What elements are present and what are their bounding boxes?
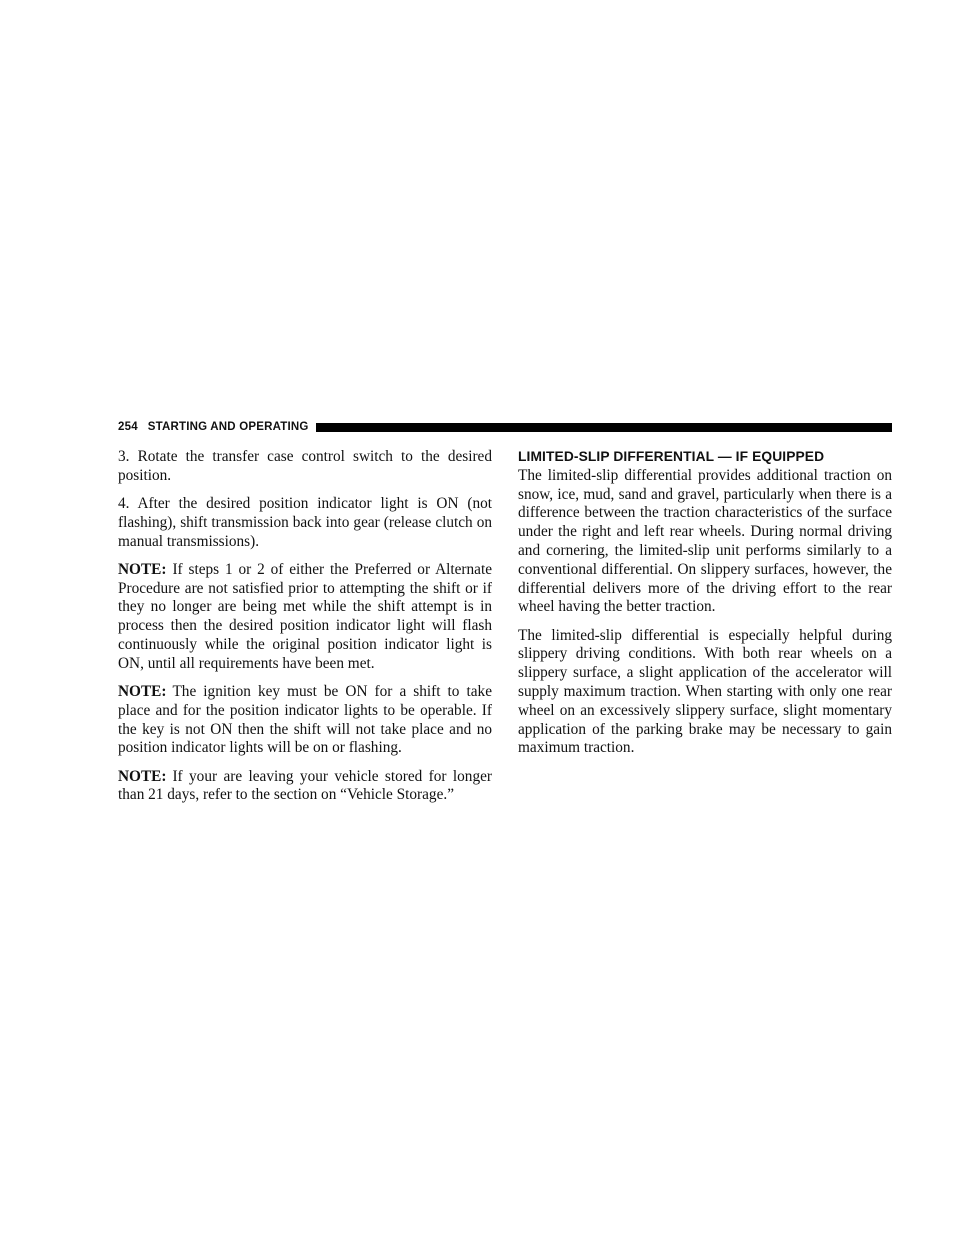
note-label: NOTE:: [118, 560, 167, 578]
step-4: 4. After the desired position indicator light is ON (not flashing), shift transmission back into gear (release clutch on manual transmissions).: [118, 494, 492, 550]
note-storage: [118, 768, 492, 806]
note-text: If your are leaving your vehicle stored for longer than 21 days, refer to the section on “Vehicle Storage.”: [118, 767, 492, 804]
page-number: 254: [118, 421, 138, 433]
section-title: STARTING AND OPERATING: [147, 421, 309, 433]
limited-slip-paragraph-1: The limited-slip differential provides additional traction on snow, ice, mud, sand and gravel, particularly when there is a difference between the traction characteristics of the surface under the right and left rear wheels. During normal driving and cornering, the limited-slip unit performs similarly to a conventional differential. On slippery surfaces, however, the differential delivers more of the driving effort to the rear wheel having the better traction.: [518, 466, 892, 616]
limited-slip-heading: LIMITED-SLIP DIFFERENTIAL — IF EQUIPPED: [518, 449, 825, 464]
note-ignition: [118, 683, 492, 758]
note-steps: [118, 561, 492, 674]
note-text: If steps 1 or 2 of either the Preferred or Alternate Procedure are not satisfied prior to attempting the shift or if they no longer are being met while the shift attempt is in process then the desired position indicator light will flash continuously while the original position indicator light is ON, until all requirements have been met.: [118, 560, 492, 672]
left-column: [118, 448, 492, 815]
header-rule: [316, 423, 892, 432]
note-label: NOTE:: [118, 682, 167, 700]
limited-slip-paragraph-2: The limited-slip differential is especially helpful during slippery driving conditions. With both rear wheels on a slippery surface, a slight application of the accelerator will supply maximum traction. When starting with only one rear wheel on an excessively slippery surface, slight momentary application of the parking brake may be necessary to gain maximum traction.: [518, 626, 892, 757]
note-label: NOTE:: [118, 767, 167, 785]
right-column: [518, 448, 892, 768]
note-text: The ignition key must be ON for a shift to take place and for the position indicator lights to be operable. If the key is not ON then the shift will not take place and no position indicator lights will be on or flashing.: [118, 682, 492, 757]
step-3: 3. Rotate the transfer case control switch to the desired position.: [118, 448, 492, 484]
page-header: [118, 419, 892, 435]
